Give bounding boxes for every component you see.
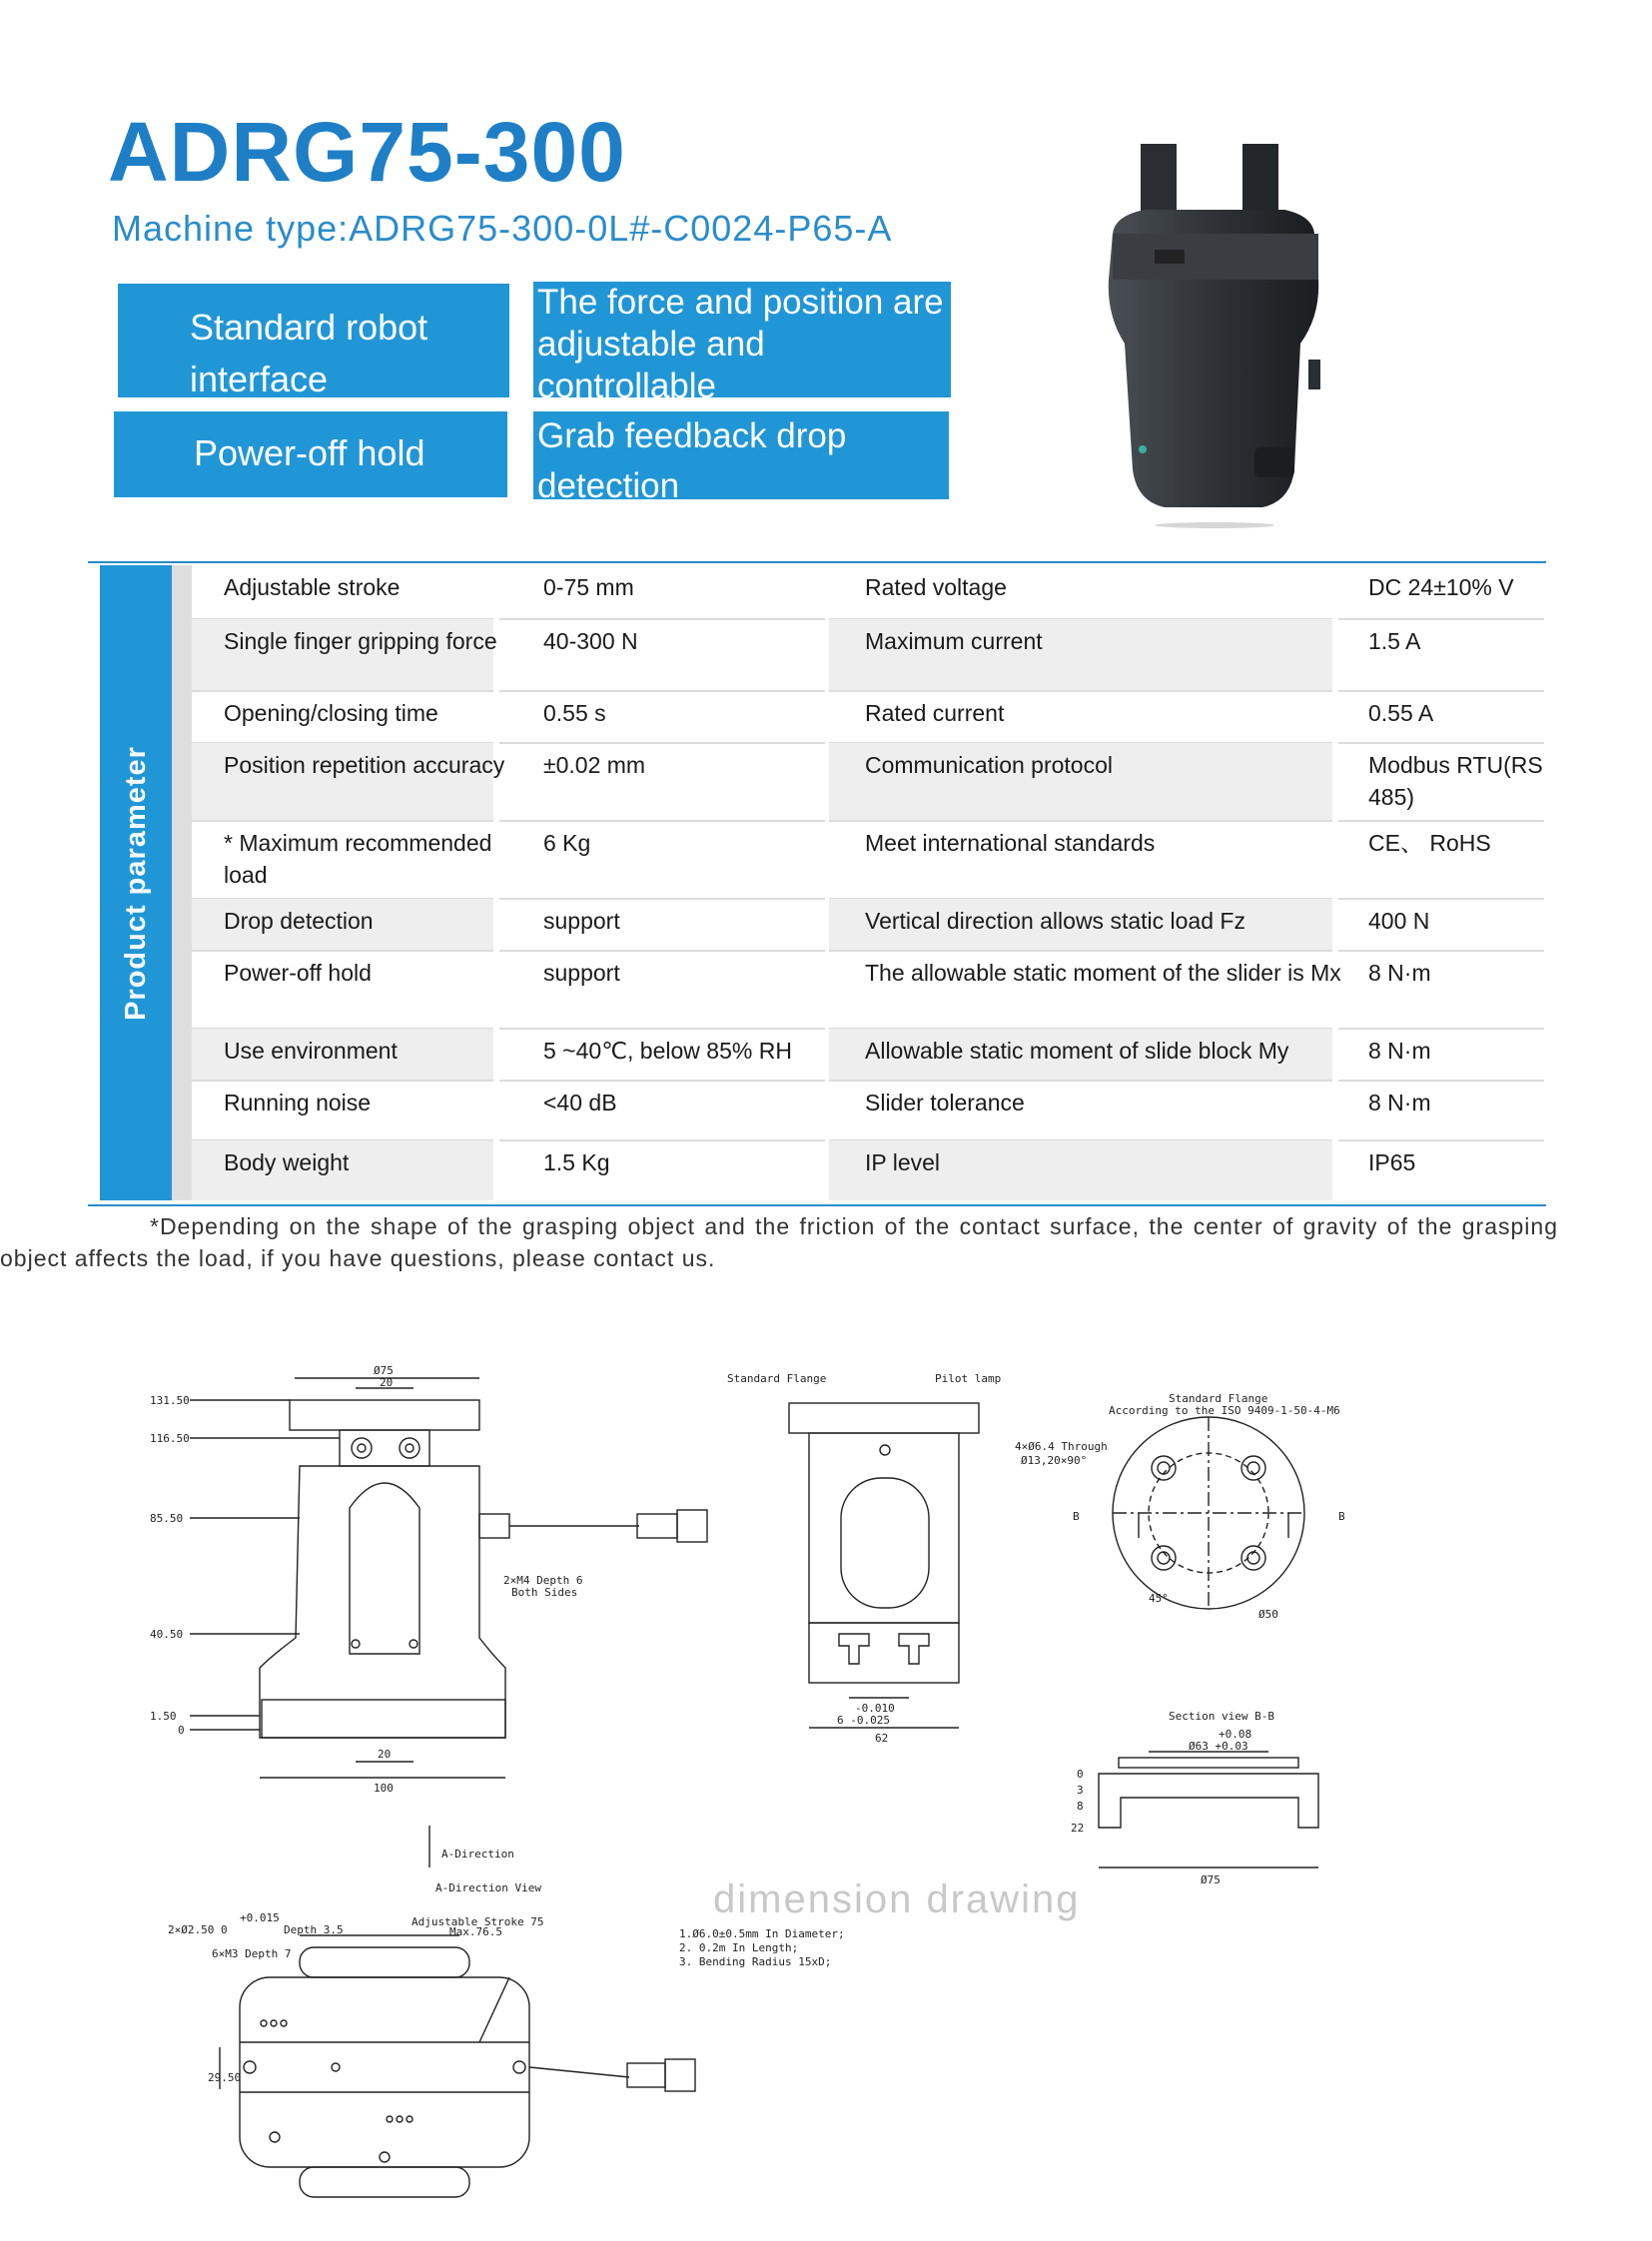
dim-label: 116.50 bbox=[150, 1432, 190, 1445]
page-title: ADRG75-300 bbox=[108, 105, 626, 199]
table-cell-left-value: 1.5 Kg bbox=[543, 1149, 610, 1175]
row-divider bbox=[1338, 690, 1544, 692]
row-divider bbox=[1338, 742, 1544, 744]
feature-line: Standard robot bbox=[190, 307, 428, 348]
dim-label: 6 -0.025 bbox=[837, 1714, 890, 1727]
dim-label: 6×M3 Depth 7 bbox=[212, 1947, 292, 1960]
product-photo bbox=[1095, 130, 1334, 529]
dim-label: 85.50 bbox=[150, 1512, 184, 1525]
dim-note: Pilot lamp bbox=[935, 1372, 1002, 1385]
table-cell-left-label: Drop detection bbox=[224, 908, 374, 934]
dim-label: 2×Ø2.50 0 bbox=[168, 1923, 228, 1936]
dim-label: Ø50 bbox=[1258, 1608, 1278, 1621]
table-cell-left-value: 40-300 N bbox=[543, 628, 638, 654]
table-cell-right-value: 8 N·m bbox=[1368, 1090, 1431, 1116]
dim-note: A-Direction View bbox=[435, 1881, 541, 1894]
table-cell-right-label: Allowable static moment of slide block My bbox=[865, 1038, 1289, 1064]
row-divider bbox=[1338, 820, 1544, 822]
table-cell-left-value: support bbox=[543, 908, 620, 934]
feature-line: The force and position are bbox=[537, 283, 944, 322]
row-divider bbox=[499, 820, 825, 822]
drawing-caption: dimension drawing bbox=[713, 1877, 1081, 1921]
feature-line: Grab feedback drop bbox=[537, 416, 847, 455]
dim-label: 29.50 bbox=[208, 2071, 242, 2084]
table-cell-right-value: 8 N·m bbox=[1368, 1038, 1431, 1064]
dim-label: Ø75 bbox=[1201, 1873, 1221, 1886]
dim-label: +0.015 bbox=[240, 1911, 280, 1924]
dim-label: Depth 3.5 bbox=[284, 1923, 344, 1936]
table-cell-left-value: 0-75 mm bbox=[543, 574, 634, 600]
dim-label: 0 bbox=[1077, 1768, 1084, 1781]
dim-label: B bbox=[1073, 1510, 1080, 1523]
dimension-drawings bbox=[150, 1338, 1448, 2217]
dim-note: According to the ISO 9409-1-50-4-M6 bbox=[1109, 1404, 1340, 1417]
table-cell-left-label: Running noise bbox=[224, 1090, 372, 1116]
row-divider bbox=[499, 690, 825, 692]
row-divider bbox=[829, 820, 1332, 822]
row-divider bbox=[190, 690, 493, 692]
row-divider bbox=[499, 1139, 825, 1141]
feature-power-off-hold bbox=[114, 411, 507, 497]
table-cell-right-label: Vertical direction allows static load Fz bbox=[865, 908, 1245, 934]
table-cell-right-label: The allowable static moment of the slider is Mx bbox=[865, 960, 1341, 986]
dim-label: 0 bbox=[178, 1724, 185, 1737]
table-cell-left-value: <40 dB bbox=[543, 1090, 617, 1116]
table-cell-right-value: DC 24±10% V bbox=[1368, 574, 1514, 600]
table-cell-right-value: Modbus RTU(RS 485) bbox=[1368, 752, 1543, 810]
dim-label: 20 bbox=[378, 1748, 392, 1761]
feature-line: interface bbox=[190, 359, 329, 399]
row-divider bbox=[190, 950, 493, 952]
table-cell-left-label: Position repetition accuracy bbox=[224, 752, 505, 778]
row-divider bbox=[190, 820, 493, 822]
gray-strip bbox=[172, 565, 192, 1200]
row-divider bbox=[499, 898, 825, 900]
table-cell-right-label: Meet international standards bbox=[865, 830, 1156, 856]
table-cell-left-label: Body weight bbox=[224, 1149, 350, 1175]
table-cell-right-value: 0.55 A bbox=[1368, 700, 1434, 726]
side-label: Product parameter bbox=[119, 745, 152, 1021]
dim-label: 62 bbox=[875, 1732, 889, 1745]
table-cell-left-value: 5 ~40℃, below 85% RH bbox=[543, 1038, 792, 1064]
row-divider bbox=[190, 1080, 493, 1082]
dim-note: Both Sides bbox=[511, 1586, 578, 1599]
row-divider bbox=[1338, 618, 1544, 620]
row-divider bbox=[499, 618, 825, 620]
dim-label: 131.50 bbox=[150, 1394, 190, 1407]
row-divider bbox=[1338, 1139, 1544, 1141]
table-cell-left-value: 0.55 s bbox=[543, 700, 606, 726]
dim-label: B bbox=[1338, 1510, 1345, 1523]
feature-line: Power-off hold bbox=[194, 432, 425, 473]
dim-label: 20 bbox=[380, 1376, 394, 1389]
footnote: *Depending on the shape of the grasping object and the friction of the contact surface, the center of gravity of the grasping object affects the load, if you have questions, please contact us. bbox=[0, 1213, 1558, 1271]
row-divider bbox=[1338, 898, 1544, 900]
table-cell-right-label: Communication protocol bbox=[865, 752, 1114, 778]
dim-note: Section view B-B bbox=[1169, 1710, 1274, 1723]
feature-standard-robot-interface bbox=[118, 284, 509, 397]
row-divider bbox=[499, 1028, 825, 1030]
feature-force-position bbox=[533, 282, 951, 405]
row-divider bbox=[499, 742, 825, 744]
dim-label: 1.50 bbox=[150, 1710, 177, 1723]
row-divider bbox=[499, 950, 825, 952]
dim-note: 2. 0.2m In Length; bbox=[679, 1941, 799, 1954]
feature-grab-feedback bbox=[533, 411, 949, 505]
row-divider bbox=[829, 690, 1332, 692]
table-cell-left-label: Power-off hold bbox=[224, 960, 372, 986]
dim-label: 22 bbox=[1071, 1822, 1085, 1835]
machine-type: Machine type:ADRG75-300-0L#-C0024-P65-A bbox=[112, 208, 893, 249]
row-divider bbox=[1338, 1080, 1544, 1082]
table-cell-left-value: ±0.02 mm bbox=[543, 752, 646, 778]
dim-label: 3 bbox=[1077, 1784, 1084, 1797]
table-cell-left-label: Opening/closing time bbox=[224, 700, 438, 726]
dim-note: A-Direction bbox=[441, 1848, 514, 1861]
dim-note: Adjustable Stroke 75 bbox=[412, 1915, 544, 1928]
dim-note: 2×M4 Depth 6 bbox=[503, 1574, 583, 1587]
row-divider bbox=[829, 1080, 1332, 1082]
dim-note: 1.Ø6.0±0.5mm In Diameter; bbox=[679, 1927, 845, 1940]
dim-note: 4×Ø6.4 Through bbox=[1015, 1440, 1108, 1453]
table-cell-right-label: Slider tolerance bbox=[865, 1090, 1025, 1116]
table-cell-right-label: Rated voltage bbox=[865, 574, 1007, 600]
dim-label: 40.50 bbox=[150, 1628, 184, 1641]
row-divider bbox=[1338, 950, 1544, 952]
row-divider bbox=[499, 1080, 825, 1082]
dim-label: -0.010 bbox=[855, 1702, 895, 1715]
table-cell-left-label: Adjustable stroke bbox=[224, 574, 401, 600]
table-cell-right-label: IP level bbox=[865, 1149, 941, 1175]
dim-note: Max.76.5 bbox=[449, 1925, 502, 1938]
table-cell-right-label: Rated current bbox=[865, 700, 1005, 726]
feature-line: adjustable and controllable bbox=[537, 325, 765, 405]
dim-label: Ø63 +0.03 bbox=[1189, 1740, 1248, 1753]
table-cell-left-label: Use environment bbox=[224, 1038, 398, 1064]
table-cell-left-value: 6 Kg bbox=[543, 830, 591, 856]
dim-label: Ø75 bbox=[374, 1364, 394, 1377]
table-cell-right-value: IP65 bbox=[1368, 1149, 1416, 1175]
table-cell-right-value: 400 N bbox=[1368, 908, 1430, 934]
dim-label: 100 bbox=[374, 1782, 394, 1795]
table-cell-left-value: support bbox=[543, 960, 620, 986]
table-cell-right-label: Maximum current bbox=[865, 628, 1043, 654]
row-divider bbox=[829, 950, 1332, 952]
dim-note: Standard Flange bbox=[1169, 1392, 1268, 1405]
table-cell-right-value: CE、 RoHS bbox=[1368, 830, 1491, 856]
table-cell-right-value: 1.5 A bbox=[1368, 628, 1421, 654]
dim-note: Ø13,20×90° bbox=[1021, 1454, 1088, 1467]
table-cell-left-label: Single finger gripping force bbox=[224, 628, 497, 654]
table-cell-right-value: 8 N·m bbox=[1368, 960, 1431, 986]
dim-label: +0.08 bbox=[1219, 1728, 1252, 1741]
table-cell-left-label: * Maximum recommended load bbox=[224, 830, 492, 888]
dim-label: 45° bbox=[1149, 1592, 1169, 1605]
dim-label: 8 bbox=[1077, 1800, 1084, 1813]
feature-line: detection bbox=[537, 466, 680, 505]
row-divider bbox=[1338, 1028, 1544, 1030]
dim-note: 3. Bending Radius 15xD; bbox=[679, 1955, 832, 1968]
dim-note: Standard Flange bbox=[727, 1372, 827, 1385]
